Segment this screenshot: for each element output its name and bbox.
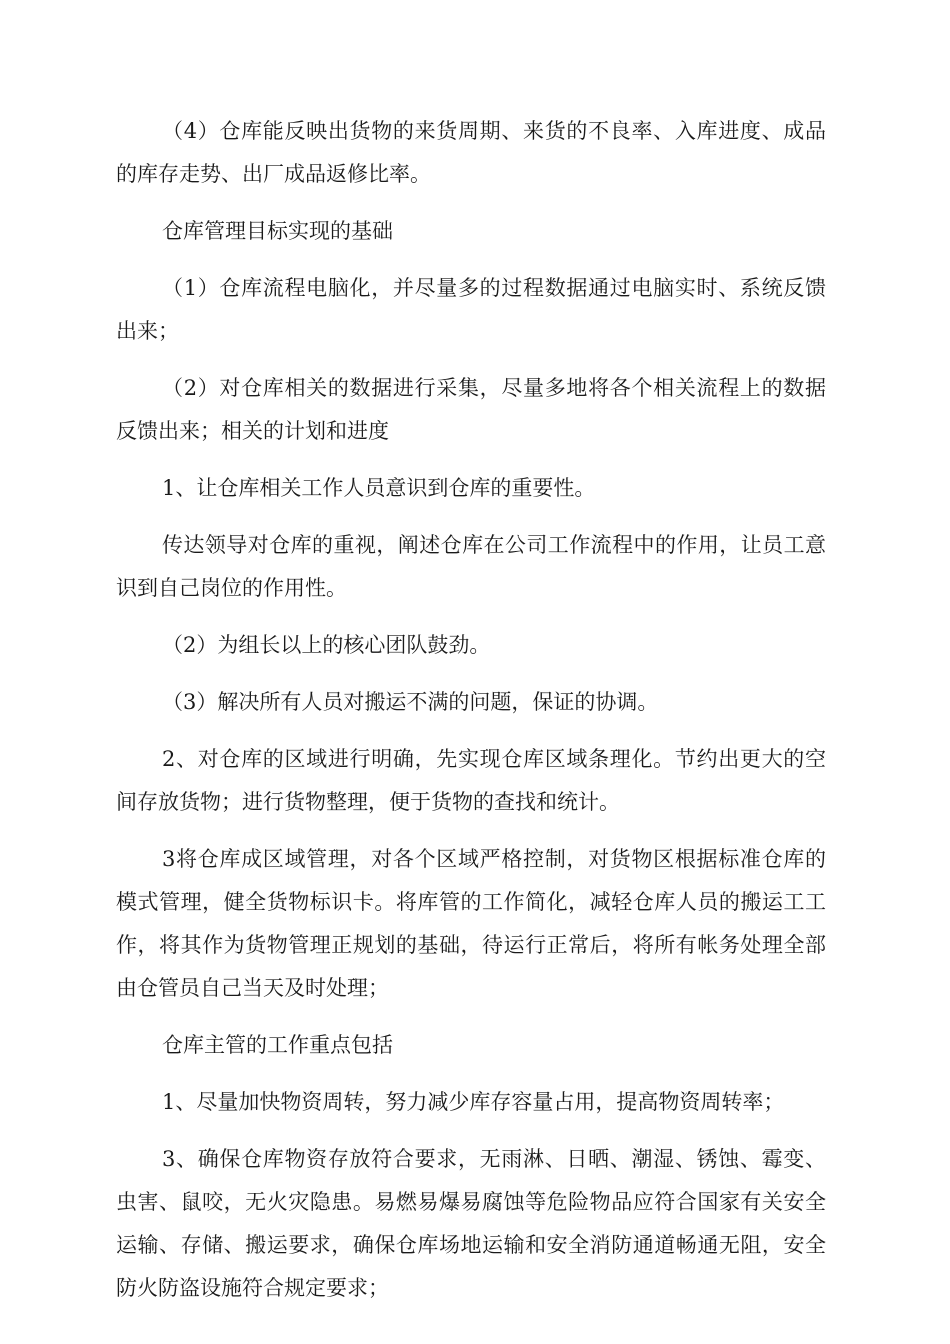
paragraph-13: 3、确保仓库物资存放符合要求，无雨淋、日晒、潮湿、锈蚀、霉变、虫害、鼠咬，无火灾隐患。易燃易爆易腐蚀等危险物品应符合国家有关安全运输、存储、搬运要求，确保仓库场地运输和安全消防通道畅通无阻，安全防火防盗设施符合规定要求； xyxy=(116,1147,826,1300)
paragraph-5: 1、让仓库相关工作人员意识到仓库的重要性。 xyxy=(162,476,596,500)
paragraph-1: （4）仓库能反映出货物的来货周期、来货的不良率、入库进度、成品的库存走势、出厂成品返修比率。 xyxy=(116,119,826,186)
paragraph-11: 仓库主管的工作重点包括 xyxy=(162,1033,393,1057)
paragraph-8: （3）解决所有人员对搬运不满的问题，保证的协调。 xyxy=(162,690,659,714)
document-body xyxy=(116,110,826,1324)
paragraph-12: 1、尽量加快物资周转，努力减少库存容量占用，提高物资周转率； xyxy=(162,1090,785,1114)
paragraph-10: 3将仓库成区域管理，对各个区域严格控制，对货物区根据标准仓库的模式管理，健全货物标识卡。将库管的工作简化，减轻仓库人员的搬运工工作，将其作为货物管理正规划的基础，待运行正常后，将所有帐务处理全部由仓管员自己当天及时处理； xyxy=(116,847,826,1000)
paragraph-9: 2、对仓库的区域进行明确，先实现仓库区域条理化。节约出更大的空间存放货物；进行货物整理，便于货物的查找和统计。 xyxy=(116,747,826,814)
paragraph-4: （2）对仓库相关的数据进行采集，尽量多地将各个相关流程上的数据反馈出来；相关的计划和进度 xyxy=(116,376,826,443)
paragraph-3: （1）仓库流程电脑化，并尽量多的过程数据通过电脑实时、系统反馈出来； xyxy=(116,276,826,343)
paragraph-6: 传达领导对仓库的重视，阐述仓库在公司工作流程中的作用，让员工意识到自己岗位的作用性。 xyxy=(116,533,826,600)
paragraph-7: （2）为组长以上的核心团队鼓劲。 xyxy=(162,633,491,657)
paragraph-2: 仓库管理目标实现的基础 xyxy=(162,219,393,243)
